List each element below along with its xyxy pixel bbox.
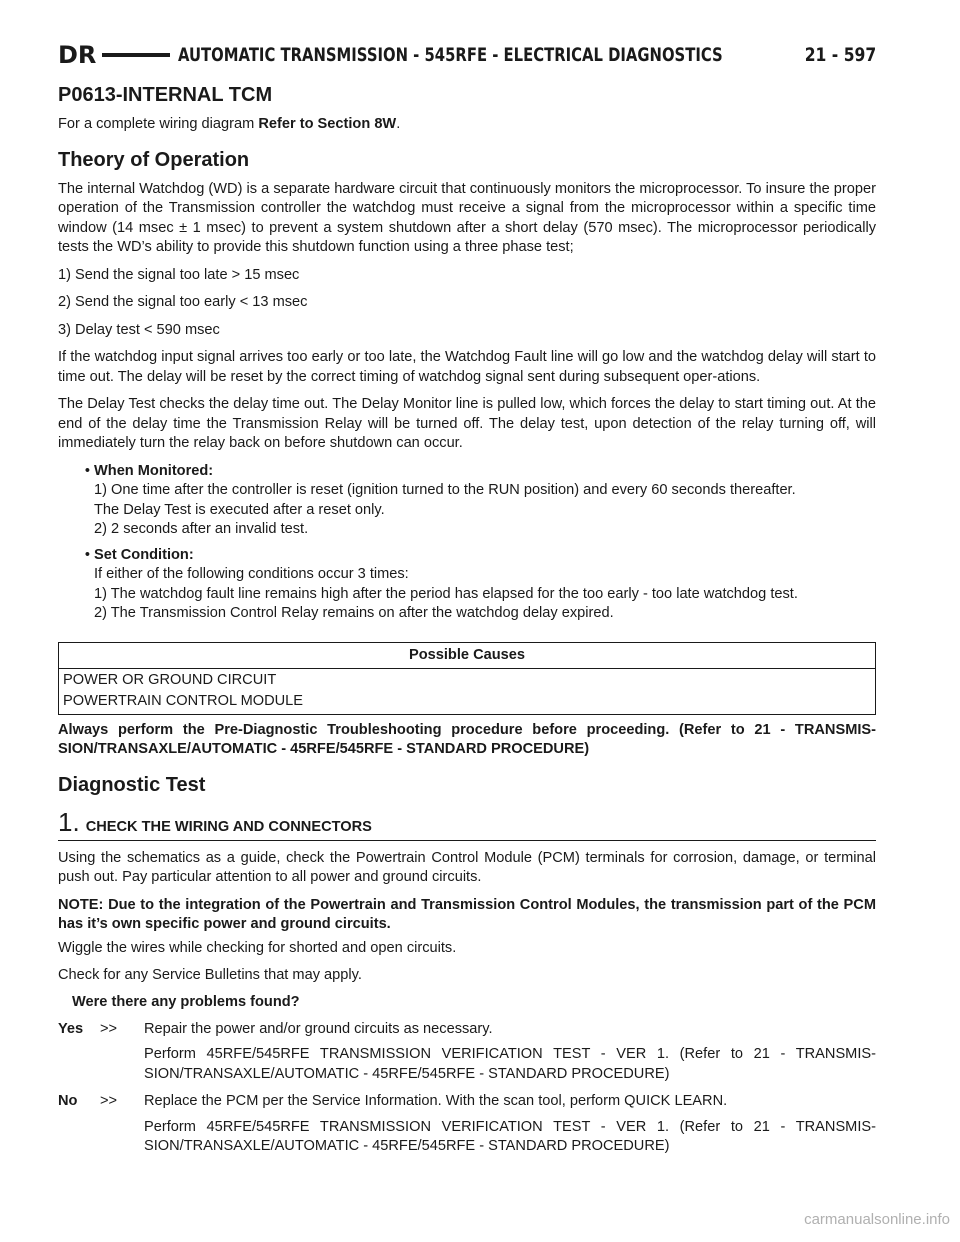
header-rule	[102, 53, 169, 57]
header-model-code: DR	[58, 41, 97, 69]
theory-list-item-3: 3) Delay test < 590 msec	[58, 321, 220, 338]
bullet-dot-icon: •	[84, 462, 90, 479]
answer-yes-line-1: Repair the power and/or ground circuits as necessary.	[144, 1020, 493, 1037]
set-condition-bullet	[58, 546, 876, 624]
bullet-dot-icon: •	[84, 546, 90, 563]
answer-yes-key: Yes	[58, 1020, 84, 1037]
possible-causes-header: Possible Causes	[59, 642, 876, 668]
step-paragraph-1: Using the schematics as a guide, check the Powertrain Control Module (PCM) terminals for corrosion, damage, or terminal push out. Pay particular attention to all power and ground circuits.	[58, 849, 876, 885]
wiring-end: .	[396, 116, 401, 132]
step-number: 1.	[58, 806, 80, 837]
step-title: CHECK THE WIRING AND CONNECTORS	[85, 818, 372, 835]
set-condition-line-3: 2) The Transmission Control Relay remains on after the watchdog delay expired.	[94, 605, 614, 621]
when-monitored-label: When Monitored:	[94, 462, 214, 479]
when-monitored-line-1: 1) One time after the controller is reset (ignition turned to the RUN position) and every 60 seconds thereafter.	[94, 482, 796, 498]
pre-diagnostic-instruction: Always perform the Pre-Diagnostic Troubleshooting procedure before proceeding. (Refer to 21 - TRANSMIS-SION/TRANSAXLE/AUTOMATIC - 45RFE/545RFE - STANDARD PROCEDURE)	[58, 721, 876, 757]
theory-paragraph-2: If the watchdog input signal arrives too early or too late, the Watchdog Fault line will go low and the watchdog delay will start to time out. The delay will be reset by the correct timing of watchdog signal sent during subsequent oper-ations.	[58, 349, 876, 385]
possible-causes-table	[58, 642, 876, 715]
page-title: P0613-INTERNAL TCM	[58, 84, 273, 106]
answer-no	[58, 1092, 876, 1163]
when-monitored-bullet	[58, 462, 876, 540]
step-paragraph-2: Wiggle the wires while checking for shorted and open circuits.	[58, 939, 457, 956]
step-heading	[58, 807, 876, 841]
page-header	[58, 38, 876, 72]
theory-list-item-2: 2) Send the signal too early < 13 msec	[58, 294, 308, 310]
header-section-title: AUTOMATIC TRANSMISSION - 545RFE - ELECTRICAL DIAGNOSTICS	[177, 44, 723, 66]
answer-no-key: No	[58, 1093, 78, 1109]
theory-paragraph-3: The Delay Test checks the delay time out. The Delay Monitor line is pulled low, which forces the delay to start timing out. At the end of the delay time the Transmission Relay will be turned off. The delay test, upon detection of the relay turning off, will immediately turn the relay back on before shutdown can occur.	[58, 396, 876, 451]
answer-no-line-1: Replace the PCM per the Service Information. With the scan tool, perform QUICK LEARN.	[144, 1093, 728, 1109]
diagnostic-test-heading: Diagnostic Test	[58, 773, 206, 796]
wiring-reference	[58, 115, 876, 135]
set-condition-line-2: 1) The watchdog fault line remains high after the period has elapsed for the too early - too late watchdog test.	[94, 585, 798, 602]
answer-yes	[58, 1020, 876, 1091]
step-paragraph-3: Check for any Service Bulletins that may apply.	[58, 967, 362, 983]
step-note: NOTE: Due to the integration of the Powertrain and Transmission Control Modules, the transmission part of the PCM has it’s own specific power and ground circuits.	[58, 896, 876, 932]
header-page-number: 21 - 597	[804, 44, 876, 66]
when-monitored-line-2: The Delay Test is executed after a reset only.	[94, 501, 385, 518]
cause-row: POWER OR GROUND CIRCUIT	[59, 668, 876, 690]
when-monitored-line-3: 2) 2 seconds after an invalid test.	[94, 521, 309, 537]
answer-no-line-2: Perform 45RFE/545RFE TRANSMISSION VERIFICATION TEST - VER 1. (Refer to 21 - TRANSMIS-SION/TRANSAXLE/AUTOMATIC - 45RFE/545RFE - STANDARD PROCEDURE)	[144, 1118, 876, 1154]
set-condition-line-1: If either of the following conditions occur 3 times:	[94, 566, 409, 582]
wiring-text: For a complete wiring diagram	[58, 116, 255, 132]
theory-heading: Theory of Operation	[58, 148, 250, 171]
wiring-link: Refer to Section 8W	[258, 116, 397, 132]
theory-list-item-1: 1) Send the signal too late > 15 msec	[58, 266, 300, 283]
manual-page	[58, 38, 876, 1165]
answer-yes-line-2: Perform 45RFE/545RFE TRANSMISSION VERIFICATION TEST - VER 1. (Refer to 21 - TRANSMIS-SION/TRANSAXLE/AUTOMATIC - 45RFE/545RFE - STANDARD PROCEDURE)	[144, 1046, 876, 1082]
answer-yes-arrow: >>	[100, 1020, 118, 1037]
cause-row: POWERTRAIN CONTROL MODULE	[59, 690, 876, 715]
site-watermark: carmanualsonline.info	[804, 1211, 950, 1228]
set-condition-label: Set Condition:	[94, 546, 194, 563]
theory-paragraph-1: The internal Watchdog (WD) is a separate hardware circuit that continuously monitors the microprocessor. To insure the proper operation of the Transmission controller the watchdog must receive a signal from the microprocessor within a specific time window (14 msec ± 1 msec) to prevent a system shutdown after a short delay (570 msec). The microprocessor periodically tests the WD’s ability to provide this shutdown function using a three phase test;	[58, 180, 876, 255]
answer-no-arrow: >>	[100, 1093, 118, 1109]
step-question: Were there any problems found?	[72, 993, 300, 1010]
